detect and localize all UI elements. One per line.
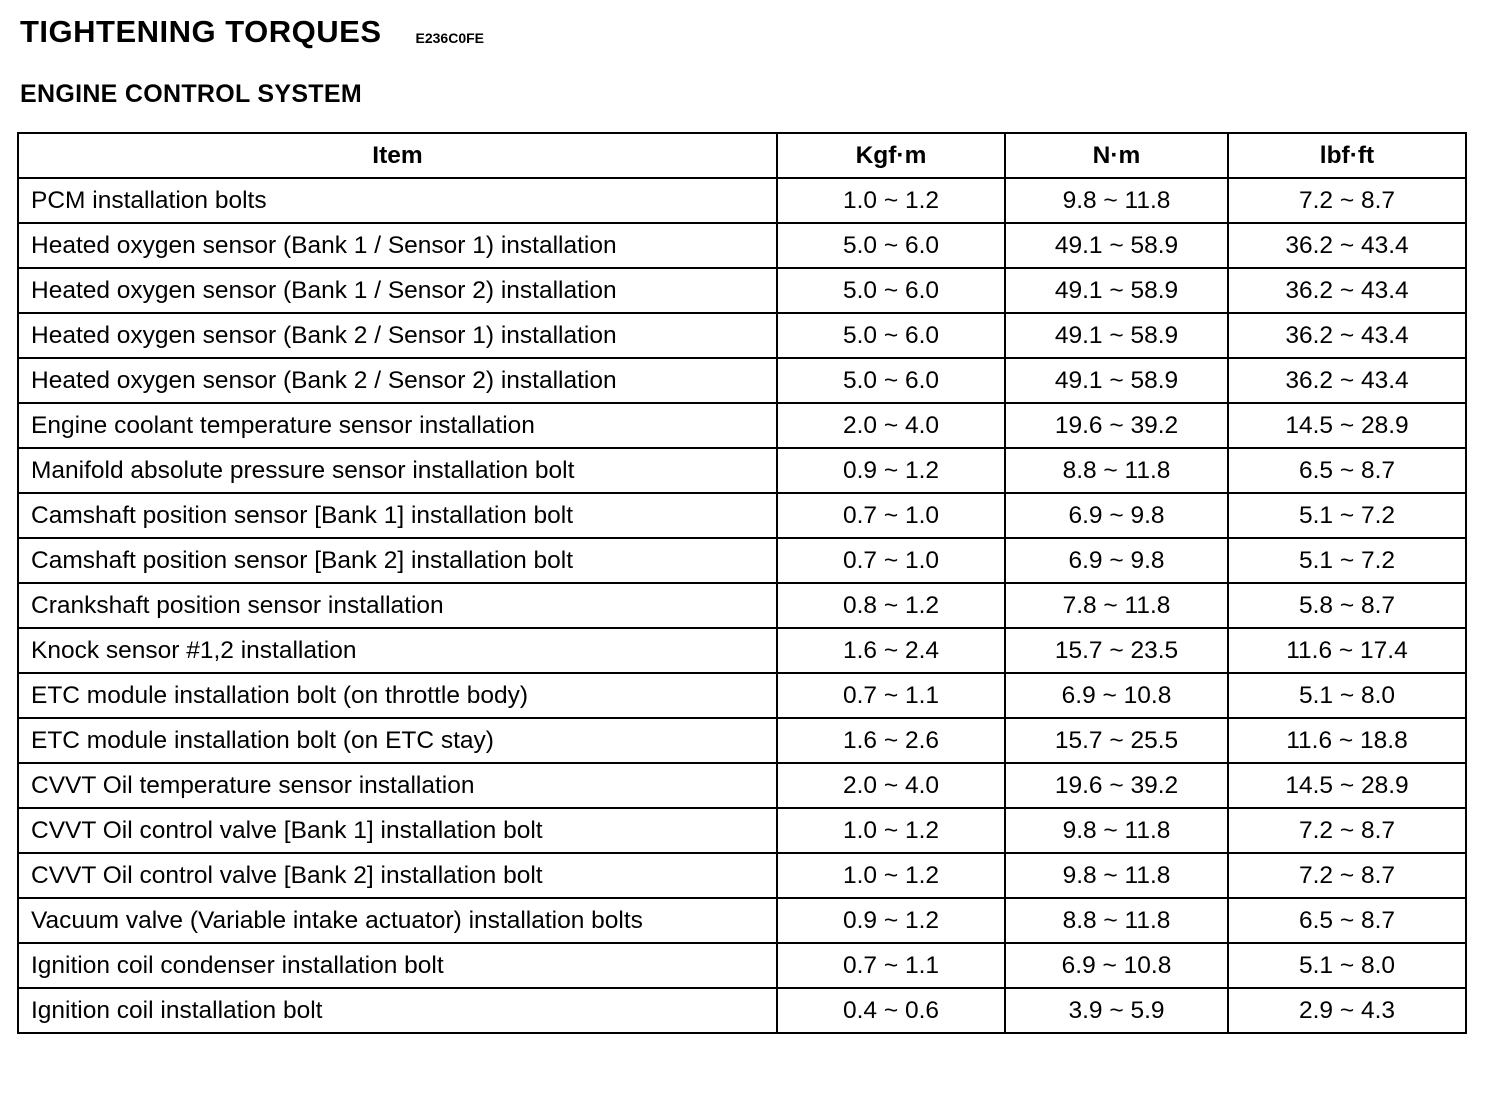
- n-m-cell: 8.8 ~ 11.8: [1005, 448, 1228, 493]
- table-row: [18, 853, 1466, 898]
- n-m-cell: 19.6 ~ 39.2: [1005, 763, 1228, 808]
- table-row: [18, 313, 1466, 358]
- kgf-m-cell: 1.6 ~ 2.6: [777, 718, 1005, 763]
- kgf-m-cell: 1.0 ~ 1.2: [777, 808, 1005, 853]
- table-row: [18, 628, 1466, 673]
- table-row: [18, 763, 1466, 808]
- kgf-m-cell: 2.0 ~ 4.0: [777, 403, 1005, 448]
- kgf-m-cell: 5.0 ~ 6.0: [777, 313, 1005, 358]
- table-header-row: [18, 133, 1466, 178]
- column-header-item: Item: [18, 133, 777, 178]
- item-cell: ETC module installation bolt (on ETC stay): [18, 718, 777, 763]
- kgf-m-cell: 2.0 ~ 4.0: [777, 763, 1005, 808]
- table-row: [18, 673, 1466, 718]
- n-m-cell: 3.9 ~ 5.9: [1005, 988, 1228, 1033]
- kgf-m-cell: 0.9 ~ 1.2: [777, 898, 1005, 943]
- kgf-m-cell: 0.7 ~ 1.1: [777, 673, 1005, 718]
- lbf-ft-cell: 36.2 ~ 43.4: [1228, 223, 1466, 268]
- item-cell: CVVT Oil control valve [Bank 1] installation bolt: [18, 808, 777, 853]
- torque-table: [17, 132, 1467, 1034]
- n-m-cell: 15.7 ~ 25.5: [1005, 718, 1228, 763]
- lbf-ft-cell: 5.8 ~ 8.7: [1228, 583, 1466, 628]
- table-row: [18, 358, 1466, 403]
- kgf-m-cell: 0.9 ~ 1.2: [777, 448, 1005, 493]
- n-m-cell: 49.1 ~ 58.9: [1005, 223, 1228, 268]
- lbf-ft-cell: 5.1 ~ 8.0: [1228, 673, 1466, 718]
- column-header-kgf-m: Kgf·m: [777, 133, 1005, 178]
- lbf-ft-cell: 2.9 ~ 4.3: [1228, 988, 1466, 1033]
- table-row: [18, 583, 1466, 628]
- n-m-cell: 49.1 ~ 58.9: [1005, 358, 1228, 403]
- n-m-cell: 49.1 ~ 58.9: [1005, 313, 1228, 358]
- kgf-m-cell: 0.7 ~ 1.0: [777, 493, 1005, 538]
- kgf-m-cell: 5.0 ~ 6.0: [777, 223, 1005, 268]
- column-header-n-m: N·m: [1005, 133, 1228, 178]
- item-cell: Heated oxygen sensor (Bank 1 / Sensor 2) installation: [18, 268, 777, 313]
- item-cell: Ignition coil installation bolt: [18, 988, 777, 1033]
- n-m-cell: 6.9 ~ 9.8: [1005, 538, 1228, 583]
- item-cell: Heated oxygen sensor (Bank 2 / Sensor 1) installation: [18, 313, 777, 358]
- lbf-ft-cell: 6.5 ~ 8.7: [1228, 448, 1466, 493]
- document-code: E236C0FE: [415, 30, 484, 46]
- lbf-ft-cell: 11.6 ~ 17.4: [1228, 628, 1466, 673]
- table-row: [18, 268, 1466, 313]
- n-m-cell: 9.8 ~ 11.8: [1005, 808, 1228, 853]
- title-row: [20, 14, 484, 54]
- n-m-cell: 6.9 ~ 10.8: [1005, 673, 1228, 718]
- item-cell: Knock sensor #1,2 installation: [18, 628, 777, 673]
- item-cell: ETC module installation bolt (on throttle body): [18, 673, 777, 718]
- item-cell: Vacuum valve (Variable intake actuator) installation bolts: [18, 898, 777, 943]
- item-cell: Heated oxygen sensor (Bank 1 / Sensor 1) installation: [18, 223, 777, 268]
- page-title: TIGHTENING TORQUES: [20, 14, 382, 49]
- lbf-ft-cell: 5.1 ~ 7.2: [1228, 538, 1466, 583]
- item-cell: Heated oxygen sensor (Bank 2 / Sensor 2) installation: [18, 358, 777, 403]
- kgf-m-cell: 1.6 ~ 2.4: [777, 628, 1005, 673]
- item-cell: Ignition coil condenser installation bolt: [18, 943, 777, 988]
- table-row: [18, 223, 1466, 268]
- n-m-cell: 6.9 ~ 10.8: [1005, 943, 1228, 988]
- n-m-cell: 8.8 ~ 11.8: [1005, 898, 1228, 943]
- kgf-m-cell: 1.0 ~ 1.2: [777, 178, 1005, 223]
- table-row: [18, 988, 1466, 1033]
- item-cell: Camshaft position sensor [Bank 1] installation bolt: [18, 493, 777, 538]
- table-row: [18, 178, 1466, 223]
- n-m-cell: 49.1 ~ 58.9: [1005, 268, 1228, 313]
- lbf-ft-cell: 7.2 ~ 8.7: [1228, 178, 1466, 223]
- lbf-ft-cell: 14.5 ~ 28.9: [1228, 763, 1466, 808]
- table-row: [18, 538, 1466, 583]
- kgf-m-cell: 0.7 ~ 1.0: [777, 538, 1005, 583]
- lbf-ft-cell: 36.2 ~ 43.4: [1228, 268, 1466, 313]
- lbf-ft-cell: 7.2 ~ 8.7: [1228, 853, 1466, 898]
- n-m-cell: 15.7 ~ 23.5: [1005, 628, 1228, 673]
- table-row: [18, 718, 1466, 763]
- item-cell: CVVT Oil temperature sensor installation: [18, 763, 777, 808]
- n-m-cell: 19.6 ~ 39.2: [1005, 403, 1228, 448]
- kgf-m-cell: 5.0 ~ 6.0: [777, 358, 1005, 403]
- table-row: [18, 448, 1466, 493]
- section-title: ENGINE CONTROL SYSTEM: [20, 80, 362, 108]
- lbf-ft-cell: 36.2 ~ 43.4: [1228, 358, 1466, 403]
- column-header-lbf-ft: lbf·ft: [1228, 133, 1466, 178]
- lbf-ft-cell: 6.5 ~ 8.7: [1228, 898, 1466, 943]
- kgf-m-cell: 5.0 ~ 6.0: [777, 268, 1005, 313]
- item-cell: PCM installation bolts: [18, 178, 777, 223]
- n-m-cell: 9.8 ~ 11.8: [1005, 853, 1228, 898]
- lbf-ft-cell: 36.2 ~ 43.4: [1228, 313, 1466, 358]
- table-row: [18, 493, 1466, 538]
- lbf-ft-cell: 11.6 ~ 18.8: [1228, 718, 1466, 763]
- item-cell: CVVT Oil control valve [Bank 2] installation bolt: [18, 853, 777, 898]
- table-row: [18, 943, 1466, 988]
- item-cell: Crankshaft position sensor installation: [18, 583, 777, 628]
- lbf-ft-cell: 5.1 ~ 8.0: [1228, 943, 1466, 988]
- kgf-m-cell: 0.8 ~ 1.2: [777, 583, 1005, 628]
- lbf-ft-cell: 14.5 ~ 28.9: [1228, 403, 1466, 448]
- item-cell: Engine coolant temperature sensor installation: [18, 403, 777, 448]
- lbf-ft-cell: 5.1 ~ 7.2: [1228, 493, 1466, 538]
- kgf-m-cell: 0.7 ~ 1.1: [777, 943, 1005, 988]
- lbf-ft-cell: 7.2 ~ 8.7: [1228, 808, 1466, 853]
- n-m-cell: 9.8 ~ 11.8: [1005, 178, 1228, 223]
- kgf-m-cell: 1.0 ~ 1.2: [777, 853, 1005, 898]
- table-row: [18, 898, 1466, 943]
- table-row: [18, 808, 1466, 853]
- kgf-m-cell: 0.4 ~ 0.6: [777, 988, 1005, 1033]
- item-cell: Manifold absolute pressure sensor installation bolt: [18, 448, 777, 493]
- n-m-cell: 6.9 ~ 9.8: [1005, 493, 1228, 538]
- table-row: [18, 403, 1466, 448]
- n-m-cell: 7.8 ~ 11.8: [1005, 583, 1228, 628]
- item-cell: Camshaft position sensor [Bank 2] installation bolt: [18, 538, 777, 583]
